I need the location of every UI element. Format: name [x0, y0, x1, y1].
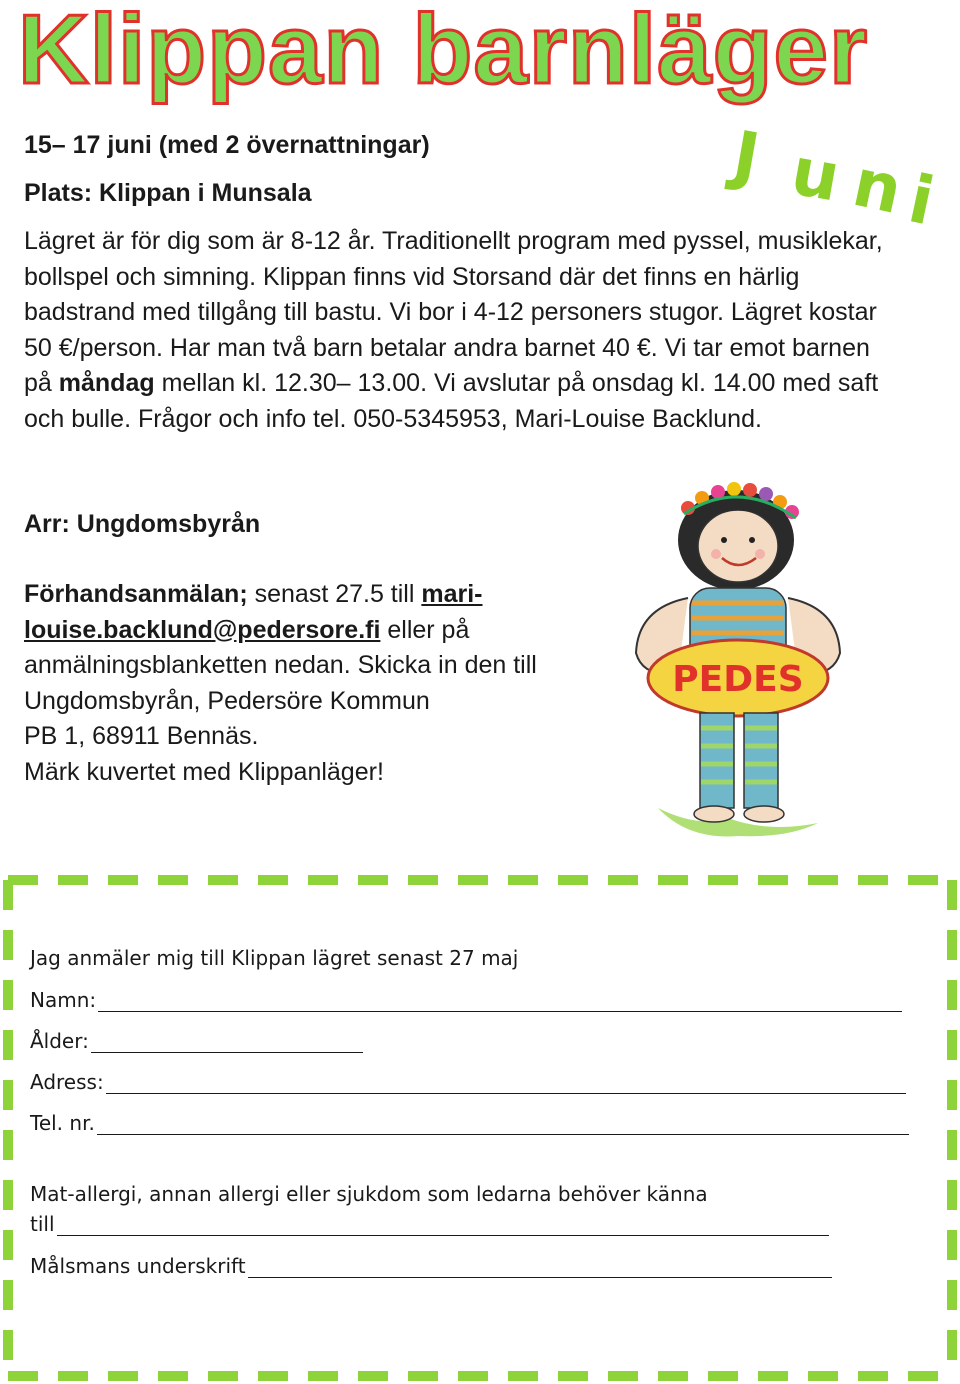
month-letter: n	[846, 143, 909, 230]
month-letter: u	[785, 132, 846, 217]
phone-label: Tel. nr.	[30, 1111, 95, 1135]
description	[24, 224, 904, 437]
registration-deadline: senast 27.5 till	[247, 580, 422, 608]
description-bold-day: måndag	[58, 369, 155, 397]
event-place: Plats: Klippan i Munsala	[24, 178, 312, 207]
registration-address: PB 1, 68911 Bennäs.	[24, 722, 259, 750]
description-part1: Lägret är för dig som är 8-12 år. Traditionellt program med pyssel, musiklekar, bollspel och simning. Klippan finns vid Storsand där det finns en härlig badstrand med tillgång till bastu. Vi bor i 4-12 personers stugor. Lägret kostar 50 €/person. Har man två barn betalar andra barnet 40 €. Vi tar emot barnen på	[24, 227, 883, 397]
name-label: Namn:	[30, 988, 97, 1012]
month-letter: J	[727, 116, 766, 197]
email-link[interactable]: mari-louise.backlund@pedersore.fi	[24, 580, 483, 644]
age-field[interactable]	[91, 1031, 363, 1053]
page-title: Klippan barnläger	[18, 0, 869, 104]
address-field[interactable]	[106, 1072, 906, 1094]
phone-field[interactable]	[97, 1113, 909, 1135]
registration-label: Förhandsanmälan;	[24, 580, 248, 608]
registration-rest: eller på anmälningsblanketten nedan. Skicka in den till Ungdomsbyrån, Pedersöre Kommun	[24, 615, 537, 715]
name-field[interactable]	[98, 990, 902, 1012]
girl-illustration	[618, 478, 858, 848]
ring-text: PEDES	[672, 659, 804, 700]
allergy-label-continued: till	[30, 1212, 55, 1236]
form-intro: Jag anmäler mig till Klippan lägret senast 27 maj	[30, 946, 519, 970]
allergy-label: Mat-allergi, annan allergi eller sjukdom som ledarna behöver känna	[30, 1182, 708, 1206]
guardian-signature-field[interactable]	[248, 1256, 832, 1278]
registration-info	[24, 577, 564, 790]
event-dates: 15– 17 juni (med 2 övernattningar)	[24, 131, 430, 159]
organizer: Arr: Ungdomsbyrån	[24, 510, 261, 538]
event-info	[24, 128, 924, 211]
registration-envelope: Märk kuvertet med Klippanläger!	[24, 757, 384, 786]
allergy-field[interactable]	[57, 1214, 829, 1236]
description-part2: mellan kl. 12.30– 13.00. Vi avslutar på onsdag kl. 14.00 med saft och bulle. Frågor och info tel. 050-5345953, Mari-Louise Backlund.	[24, 369, 879, 433]
month-letter: i	[902, 160, 941, 241]
age-label: Ålder:	[30, 1029, 89, 1053]
address-label: Adress:	[30, 1070, 104, 1094]
guardian-label: Målsmans underskrift	[30, 1254, 246, 1278]
